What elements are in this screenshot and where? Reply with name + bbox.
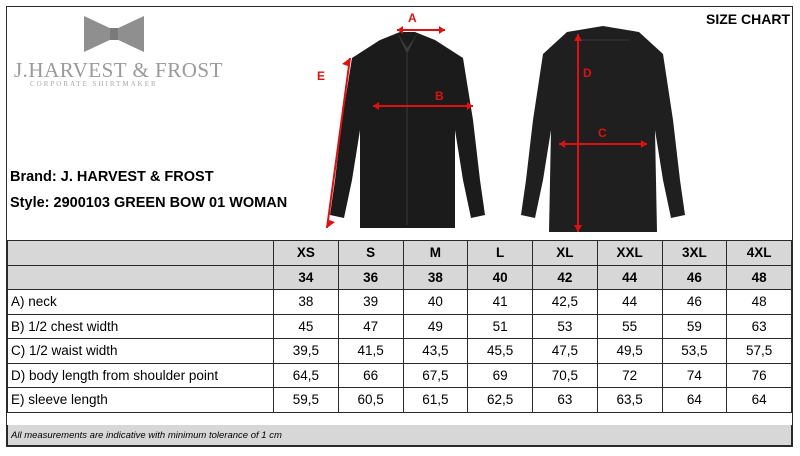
size-header-cell: 3XL — [662, 241, 727, 266]
table-cell: 74 — [662, 363, 727, 388]
size-header-cell: M — [403, 241, 468, 266]
size-number-cell: 42 — [533, 265, 598, 290]
table-cell: 60,5 — [338, 388, 403, 413]
size-number-cell: 44 — [597, 265, 662, 290]
table-cell: 72 — [597, 363, 662, 388]
size-header-row — [8, 241, 792, 266]
row-label: A) neck — [8, 290, 274, 315]
table-row — [8, 363, 792, 388]
table-cell: 59 — [662, 314, 727, 339]
table-row — [8, 290, 792, 315]
size-number-cell: 34 — [274, 265, 339, 290]
table-cell: 47,5 — [533, 339, 598, 364]
size-header-cell: XS — [274, 241, 339, 266]
size-number-cell: 48 — [727, 265, 792, 290]
table-cell: 70,5 — [533, 363, 598, 388]
table-cell: 51 — [468, 314, 533, 339]
size-number-cell: 38 — [403, 265, 468, 290]
size-table — [7, 240, 792, 413]
style-label: Style: 2900103 GREEN BOW 01 WOMAN — [10, 195, 288, 211]
measure-label-c: C — [598, 126, 607, 140]
table-cell: 46 — [662, 290, 727, 315]
measure-label-e: E — [317, 69, 326, 83]
table-cell: 63,5 — [597, 388, 662, 413]
table-cell: 55 — [597, 314, 662, 339]
shirt-front-image — [305, 10, 505, 235]
table-cell: 49,5 — [597, 339, 662, 364]
size-number-cell: 40 — [468, 265, 533, 290]
table-cell: 76 — [727, 363, 792, 388]
table-cell: 63 — [727, 314, 792, 339]
size-number-row — [8, 265, 792, 290]
size-header-cell: L — [468, 241, 533, 266]
table-cell: 39,5 — [274, 339, 339, 364]
table-cell: 42,5 — [533, 290, 598, 315]
table-cell: 64,5 — [274, 363, 339, 388]
size-header-cell: XXL — [597, 241, 662, 266]
table-cell: 45 — [274, 314, 339, 339]
shirt-back-image — [515, 10, 695, 235]
measure-label-d: D — [583, 66, 592, 80]
table-cell: 43,5 — [403, 339, 468, 364]
tolerance-footnote: All measurements are indicative with minimum tolerance of 1 cm — [7, 425, 792, 446]
row-label: B) 1/2 chest width — [8, 314, 274, 339]
table-cell: 61,5 — [403, 388, 468, 413]
measure-label-b: B — [435, 89, 444, 103]
logo-wordmark: J.HARVEST & FROST — [14, 58, 223, 82]
table-cell: 41,5 — [338, 339, 403, 364]
page-title: SIZE CHART — [706, 11, 790, 27]
table-cell: 66 — [338, 363, 403, 388]
measure-label-a: A — [408, 11, 417, 25]
measure-a-arrow — [397, 11, 445, 34]
table-cell: 38 — [274, 290, 339, 315]
size-number-cell: 36 — [338, 265, 403, 290]
empty-header-cell — [8, 265, 274, 290]
empty-header-cell — [8, 241, 274, 266]
table-cell: 59,5 — [274, 388, 339, 413]
table-cell: 47 — [338, 314, 403, 339]
table-cell: 64 — [662, 388, 727, 413]
table-cell: 39 — [338, 290, 403, 315]
size-header-cell: 4XL — [727, 241, 792, 266]
table-cell: 67,5 — [403, 363, 468, 388]
row-label: D) body length from shoulder point — [8, 363, 274, 388]
bow-tie-logo-icon — [14, 12, 224, 62]
table-cell: 69 — [468, 363, 533, 388]
table-cell: 49 — [403, 314, 468, 339]
table-cell: 40 — [403, 290, 468, 315]
table-row — [8, 314, 792, 339]
row-label: E) sleeve length — [8, 388, 274, 413]
table-cell: 48 — [727, 290, 792, 315]
table-cell: 41 — [468, 290, 533, 315]
table-cell: 45,5 — [468, 339, 533, 364]
size-number-cell: 46 — [662, 265, 727, 290]
logo-tagline: CORPORATE SHIRTMAKER — [30, 80, 158, 88]
table-cell: 53 — [533, 314, 598, 339]
table-row — [8, 339, 792, 364]
table-cell: 64 — [727, 388, 792, 413]
table-cell: 62,5 — [468, 388, 533, 413]
size-header-cell: S — [338, 241, 403, 266]
brand-label: Brand: J. HARVEST & FROST — [10, 169, 214, 185]
row-label: C) 1/2 waist width — [8, 339, 274, 364]
table-cell: 53,5 — [662, 339, 727, 364]
table-row — [8, 388, 792, 413]
table-cell: 44 — [597, 290, 662, 315]
size-header-cell: XL — [533, 241, 598, 266]
table-cell: 57,5 — [727, 339, 792, 364]
table-cell: 63 — [533, 388, 598, 413]
